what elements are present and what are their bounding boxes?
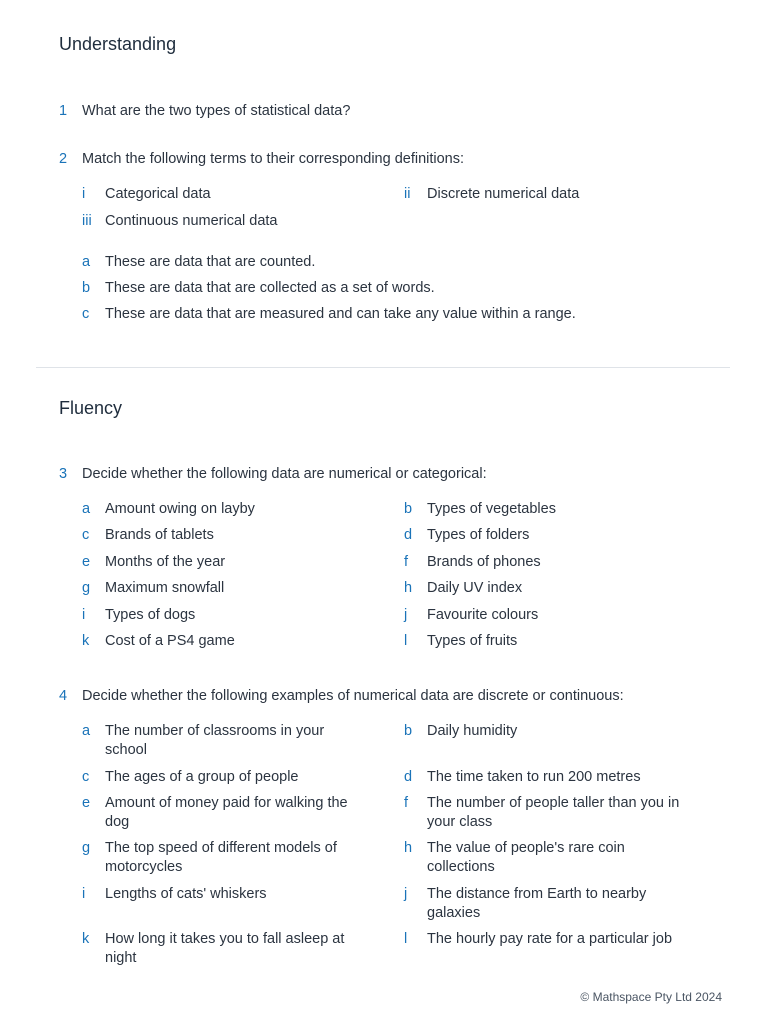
item-text: The value of people's rare coin collections — [427, 840, 625, 875]
item-label: c — [82, 769, 90, 785]
item-label: a — [82, 501, 91, 517]
item-text: The number of classrooms in your school — [105, 723, 325, 758]
item-text: Types of vegetables — [427, 501, 556, 517]
item-label: j — [404, 607, 408, 623]
item-text: Daily UV index — [427, 580, 523, 596]
item-label: b — [404, 501, 413, 517]
item-text: These are data that are collected as a set of words. — [105, 280, 435, 296]
item-label: i — [82, 186, 86, 202]
question-number: 3 — [59, 466, 68, 482]
list-item — [82, 885, 372, 905]
question-number: 4 — [59, 688, 68, 704]
item-text: Daily humidity — [427, 723, 518, 739]
question-text: Decide whether the following data are numerical or categorical: — [82, 466, 487, 482]
item-text: Maximum snowfall — [105, 580, 225, 596]
item-text: The distance from Earth to nearby galaxies — [427, 886, 647, 921]
item-label: h — [404, 580, 413, 596]
item-text: Amount owing on layby — [105, 501, 255, 517]
item-text: Amount of money paid for walking the dog — [105, 795, 348, 830]
item-label: i — [82, 886, 86, 902]
list-item — [82, 722, 372, 762]
item-label: l — [404, 931, 408, 947]
list-item — [82, 794, 372, 834]
item-label: k — [82, 931, 90, 947]
item-text: Discrete numerical data — [427, 186, 580, 202]
item-text: Cost of a PS4 game — [105, 633, 235, 649]
item-label: g — [82, 840, 91, 856]
question-number: 2 — [59, 151, 68, 167]
item-label: iii — [82, 213, 92, 229]
list-item — [404, 794, 704, 834]
item-label: g — [82, 580, 91, 596]
item-text: Brands of phones — [427, 554, 541, 570]
item-label: j — [404, 886, 408, 902]
question-text: Decide whether the following examples of numerical data are discrete or continuous: — [82, 688, 624, 704]
item-text: How long it takes you to fall asleep at night — [105, 931, 345, 966]
section-title-understanding: Understanding — [59, 34, 177, 54]
item-text: Lengths of cats' whiskers — [105, 886, 267, 902]
item-label: e — [82, 795, 91, 811]
section-divider — [36, 367, 730, 368]
list-item — [404, 885, 704, 925]
item-label: c — [82, 527, 90, 543]
item-text: Types of fruits — [427, 633, 518, 649]
item-text: Favourite colours — [427, 607, 539, 623]
list-item — [82, 768, 372, 788]
item-label: b — [404, 723, 413, 739]
list-item — [82, 839, 372, 879]
list-item — [404, 930, 704, 950]
item-text: These are data that are counted. — [105, 254, 316, 270]
item-text: Continuous numerical data — [105, 213, 278, 229]
item-label: b — [82, 280, 91, 296]
question-text: Match the following terms to their corresponding definitions: — [82, 151, 465, 167]
item-text: Brands of tablets — [105, 527, 214, 543]
list-item — [404, 768, 704, 788]
question-number: 1 — [59, 103, 68, 119]
item-label: i — [82, 607, 86, 623]
question-text: What are the two types of statistical data? — [82, 103, 351, 119]
item-label: h — [404, 840, 413, 856]
item-text: The top speed of different models of motorcycles — [105, 840, 337, 875]
copyright-footer: © Mathspace Pty Ltd 2024 — [580, 990, 722, 1004]
item-text: The number of people taller than you in your class — [427, 795, 680, 830]
list-item — [404, 722, 704, 762]
item-label: a — [82, 723, 91, 739]
item-text: The hourly pay rate for a particular job — [427, 931, 673, 947]
item-text: Categorical data — [105, 186, 211, 202]
item-text: The ages of a group of people — [105, 769, 299, 785]
item-label: e — [82, 554, 91, 570]
item-label: d — [404, 769, 413, 785]
item-text: Types of folders — [427, 527, 530, 543]
item-label: l — [404, 633, 408, 649]
list-item — [404, 839, 704, 879]
item-label: c — [82, 306, 90, 322]
item-label: f — [404, 554, 409, 570]
item-label: a — [82, 254, 91, 270]
item-label: d — [404, 527, 413, 543]
item-text: These are data that are measured and can take any value within a range. — [105, 306, 576, 322]
item-text: Months of the year — [105, 554, 226, 570]
section-title-fluency: Fluency — [59, 398, 123, 418]
item-label: ii — [404, 186, 411, 202]
item-text: The time taken to run 200 metres — [427, 769, 641, 785]
list-item — [82, 930, 372, 970]
item-label: k — [82, 633, 90, 649]
item-text: Types of dogs — [105, 607, 196, 623]
item-label: f — [404, 795, 409, 811]
